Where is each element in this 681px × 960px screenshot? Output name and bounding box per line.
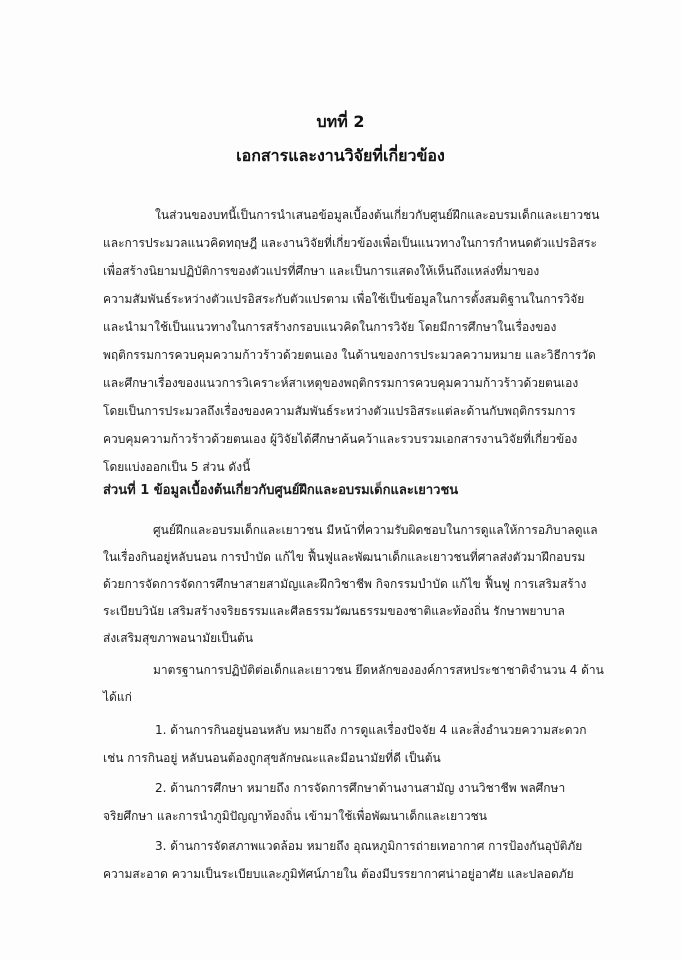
section-1-para-1-line-1: ศูนย์ฝึกและอบรมเด็กและเยาวชน มีหน้าที่ความรับผิดชอบในการดูแลให้การอภิบาลดูแล [153,523,598,537]
section-1-para-2-line-2: ได้แก่ [103,690,132,704]
intro-line-5: และนำมาใช้เป็นแนวทางในการสร้างกรอบแนวคิดในการวิจัย โดยมีการศึกษาในเรื่องของ [103,320,557,334]
section-1-item-1-line-1: 1. ด้านการกินอยู่นอนหลับ หมายถึง การดูแลเรื่องปัจจัย 4 และสิ่งอำนวยความสะดวก [155,723,587,737]
intro-line-9: ควบคุมความก้าวร้าวด้วยตนเอง ผู้วิจัยได้ศึกษาค้นคว้าและรวบรวมเอกสารงานวิจัยที่เกี่ยวข้อง [103,432,578,446]
section-1-title: ส่วนที่ 1 ข้อมูลเบื้องต้นเกี่ยวกับศูนย์ฝึกและอบรมเด็กและเยาวชน [103,483,459,498]
intro-line-1: ในส่วนของบทนี้เป็นการนำเสนอข้อมูลเบื้องต้นเกี่ยวกับศูนย์ฝึกและอบรมเด็กและเยาวชน [155,208,600,222]
intro-line-10: โดยแบ่งออกเป็น 5 ส่วน ดังนี้ [103,460,251,474]
intro-line-2: และการประมวลแนวคิดทฤษฎี และงานวิจัยที่เกี่ยวข้องเพื่อเป็นแนวทางในการกำหนดตัวแปรอิสระ [103,236,597,250]
section-1-item-3-line-1: 3. ด้านการจัดสภาพแวดล้อม หมายถึง อุณหภูมิการถ่ายเทอากาศ การป้องกันอุบัติภัย [155,839,583,853]
section-1-para-1-line-5: ส่งเสริมสุขภาพอนามัยเป็นต้น [103,631,254,645]
intro-line-4: ความสัมพันธ์ระหว่างตัวแปรอิสระกับตัวแปรตาม เพื่อใช้เป็นข้อมูลในการตั้งสมติฐานในการวิจัย [103,292,585,306]
section-1-para-1-line-2: ในเรื่องกินอยู่หลับนอน การบำบัด แก้ไข ฟื้นฟูและพัฒนาเด็กและเยาวชนที่ศาลส่งตัวมาฝึกอบรม [103,550,586,564]
chapter-number: บทที่ 2 [316,112,365,131]
section-1-item-2-line-2: จริยศึกษา และการนำภูมิปัญญาท้องถิ่น เข้ามาใช้เพื่อพัฒนาเด็กและเยาวชน [103,809,487,823]
chapter-title: เอกสารและงานวิจัยที่เกี่ยวข้อง [236,146,445,165]
intro-line-8: โดยเป็นการประมวลถึงเรื่องของความสัมพันธ์ระหว่างตัวแปรอิสระแต่ละด้านกับพฤติกรรมการ [103,404,576,418]
intro-line-3: เพื่อสร้างนิยามปฏิบัติการของตัวแปรที่ศึกษา และเป็นการแสดงให้เห็นถึงแหล่งที่มาของ [103,264,540,278]
intro-line-6: พฤติกรรมการควบคุมความก้าวร้าวด้วยตนเอง ในด้านของการประมวลความหมาย และวิธีการวัด [103,348,596,362]
section-1-para-2-line-1: มาตรฐานการปฏิบัติต่อเด็กและเยาวชน ยึดหลักขององค์การสหประชาชาติจำนวน 4 ด้าน [153,663,604,677]
section-1-para-1-line-3: ด้วยการจัดการจัดการศึกษาสายสามัญและฝึกวิชาชีพ กิจกรรมบำบัด แก้ไข ฟื้นฟู การเสริมสร้าง [103,577,587,591]
section-1-para-1-line-4: ระเบียบวินัย เสริมสร้างจริยธรรมและศีลธรรมวัฒนธรรมของชาติและท้องถิ่น รักษาพยาบาล [103,604,565,618]
section-1-item-3-line-2: ความสะอาด ความเป็นระเบียบและภูมิทัศน์ภายใน ต้องมีบรรยากาศน่าอยู่อาศัย และปลอดภัย [103,867,574,881]
section-1-item-1-line-2: เช่น การกินอยู่ หลับนอนต้องถูกสุขลักษณะและมีอนามัยที่ดี เป็นต้น [103,751,441,765]
intro-line-7: และศึกษาเรื่องของแนวการวิเคราะห์สาเหตุของพฤติกรรมการควบคุมความก้าวร้าวด้วยตนเอง [103,376,579,390]
section-1-item-2-line-1: 2. ด้านการศึกษา หมายถึง การจัดการศึกษาด้านงานสามัญ งานวิชาชีพ พลศึกษา [155,781,566,795]
